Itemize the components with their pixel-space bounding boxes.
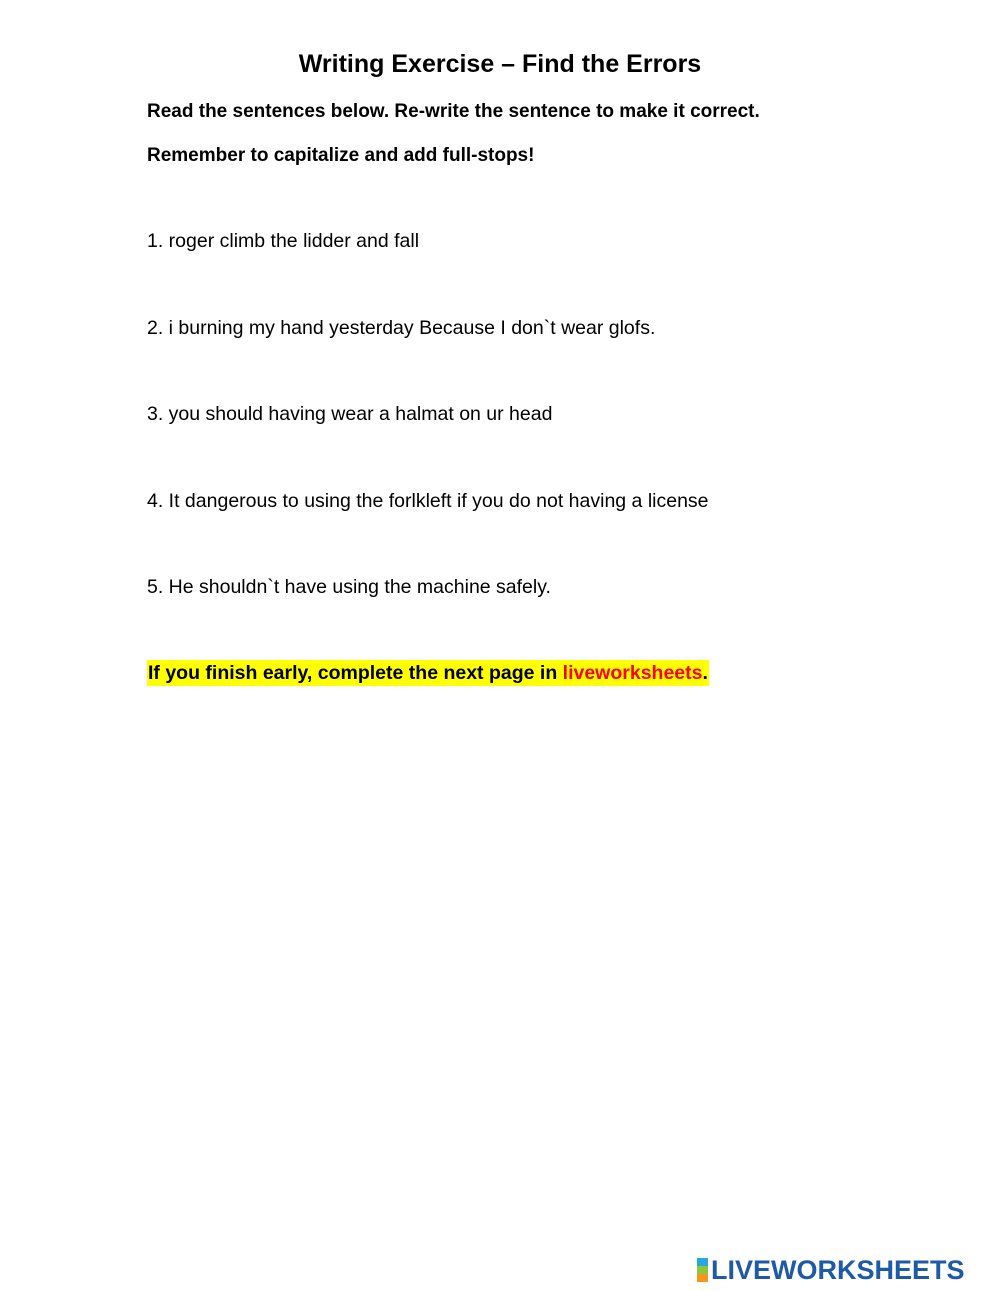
instruction-rewrite: Read the sentences below. Re-write the sentence to make it correct. <box>147 101 760 122</box>
sentence-1: 1. roger climb the lidder and fall <box>147 230 420 252</box>
sentence-3: 3. you should having wear a halmat on ur head <box>147 403 553 425</box>
sentence-2: 2. i burning my hand yesterday Because I don`t wear glofs. <box>147 317 656 339</box>
liveworksheets-link[interactable]: liveworksheets <box>562 662 703 684</box>
sentence-5: 5. He shouldn`t have using the machine safely. <box>147 576 551 598</box>
finish-early-suffix: . <box>702 662 708 684</box>
finish-early-prefix: If you finish early, complete the next page in <box>148 662 563 684</box>
page-title: Writing Exercise – Find the Errors <box>298 50 702 78</box>
liveworksheets-logo <box>697 1254 965 1286</box>
logo-text: LIVEWORKSHEETS <box>711 1255 965 1285</box>
liveworksheets-logo-icon <box>697 1258 708 1282</box>
finish-early-note <box>147 660 709 686</box>
instruction-capitalize: Remember to capitalize and add full-stops! <box>147 145 535 166</box>
sentence-4: 4. It dangerous to using the forlkleft if you do not having a license <box>147 490 709 512</box>
